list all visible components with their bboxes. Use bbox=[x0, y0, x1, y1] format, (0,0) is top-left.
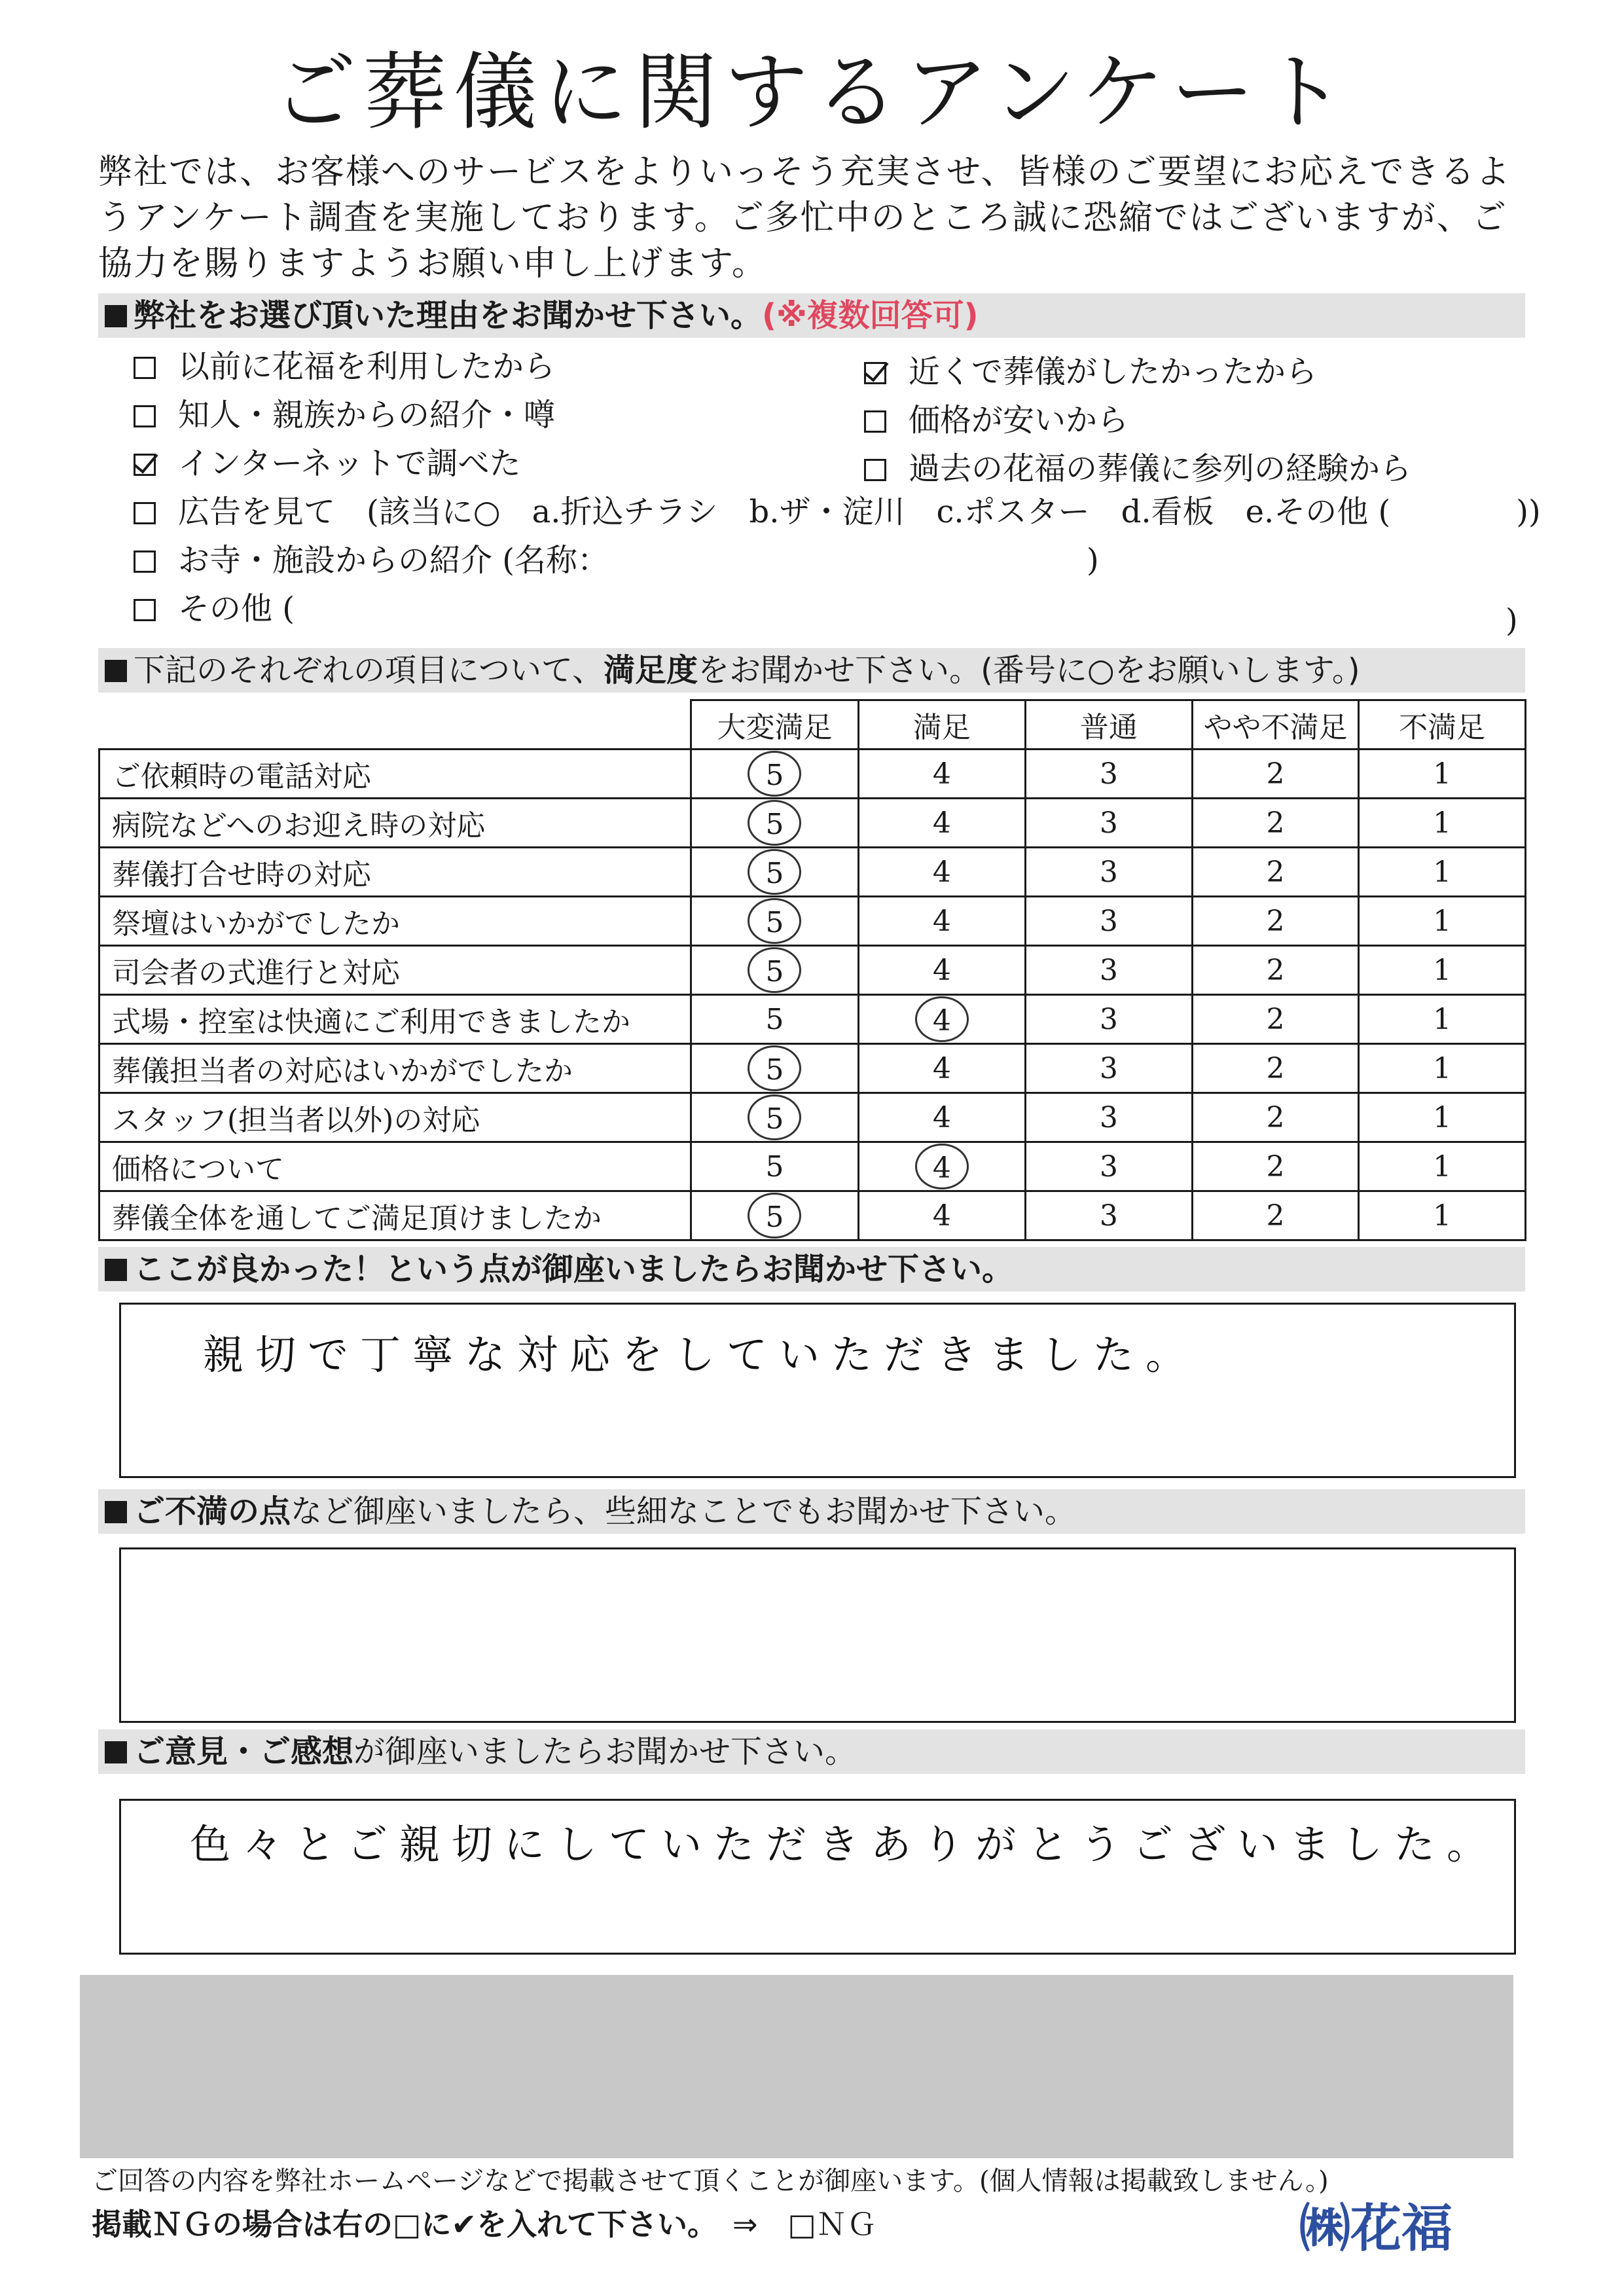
bullet-square-icon bbox=[105, 1259, 127, 1281]
table-row bbox=[99, 750, 1526, 799]
complaints-title-bold: ご不満の点 bbox=[134, 1493, 291, 1530]
rating-value: 5 bbox=[765, 1149, 784, 1184]
reason-option[interactable] bbox=[864, 352, 1317, 391]
reason-option[interactable] bbox=[864, 401, 1128, 440]
rating-cell[interactable] bbox=[858, 848, 1025, 897]
rating-value: 2 bbox=[1266, 1149, 1285, 1184]
rating-value: 3 bbox=[1099, 1199, 1118, 1233]
rating-value: 3 bbox=[1099, 904, 1118, 938]
rating-cell[interactable] bbox=[858, 946, 1025, 995]
rating-cell[interactable] bbox=[858, 799, 1025, 848]
rating-value: 4 bbox=[932, 1199, 951, 1233]
rating-value: 1 bbox=[1433, 757, 1452, 791]
reason-option[interactable] bbox=[864, 449, 1411, 488]
rating-value: 1 bbox=[1433, 855, 1452, 889]
rating-value-circled: 5 bbox=[748, 1193, 801, 1238]
column-header: 普通 bbox=[1026, 700, 1193, 750]
table-row bbox=[99, 1142, 1526, 1191]
reason-label: 近くで葬儀がしたかったから bbox=[909, 353, 1318, 390]
rating-value: 4 bbox=[932, 904, 951, 938]
reason-label: 以前に花福を利用したから bbox=[178, 348, 556, 385]
rating-cell[interactable] bbox=[1192, 1142, 1359, 1191]
rating-value-circled: 5 bbox=[748, 898, 801, 944]
satisfaction-table bbox=[98, 699, 1526, 1241]
rating-cell[interactable] bbox=[1192, 897, 1359, 946]
rating-value: 4 bbox=[932, 953, 951, 987]
rating-value-circled: 5 bbox=[748, 947, 801, 993]
table-row bbox=[99, 1191, 1526, 1240]
reason-label: 過去の花福の葬儀に参列の経験から bbox=[909, 450, 1412, 487]
rating-value: 3 bbox=[1099, 1149, 1118, 1184]
satisfaction-heading-a: 下記のそれぞれの項目について、 bbox=[134, 652, 604, 689]
rating-item-label: 祭壇はいかがでしたか bbox=[99, 897, 691, 946]
rating-cell[interactable] bbox=[1192, 1191, 1359, 1240]
rating-value: 2 bbox=[1266, 953, 1285, 987]
checkbox-checked[interactable] bbox=[134, 454, 156, 476]
rating-cell[interactable] bbox=[691, 946, 858, 995]
checkbox[interactable] bbox=[864, 410, 886, 433]
rating-cell[interactable] bbox=[1026, 1142, 1193, 1191]
rating-item-label: 葬儀打合せ時の対応 bbox=[99, 848, 691, 897]
rating-cell[interactable] bbox=[1026, 1191, 1193, 1240]
rating-cell[interactable] bbox=[1026, 750, 1193, 799]
rating-cell[interactable] bbox=[1026, 1093, 1193, 1142]
reason-option[interactable] bbox=[134, 589, 295, 628]
ng-instruction-text: 掲載ＮＧの場合は右の□に✔を入れて下さい。 bbox=[92, 2207, 703, 2242]
rating-value-circled: 4 bbox=[915, 996, 969, 1042]
rating-value-circled: 5 bbox=[748, 1045, 801, 1091]
rating-cell[interactable] bbox=[1359, 946, 1526, 995]
rating-item-label: ご依頼時の電話対応 bbox=[99, 750, 691, 799]
rating-value: 3 bbox=[1099, 855, 1118, 889]
rating-item-label: 葬儀担当者の対応はいかがでしたか bbox=[99, 1044, 691, 1093]
reason-label: その他 ( bbox=[178, 590, 295, 627]
reason-option[interactable] bbox=[134, 444, 521, 483]
rating-cell[interactable] bbox=[691, 848, 858, 897]
table-row bbox=[99, 1093, 1526, 1142]
section-reasons-title: 弊社をお選び頂いた理由をお聞かせ下さい。 bbox=[134, 297, 763, 334]
rating-cell[interactable] bbox=[1192, 995, 1359, 1044]
rating-value: 4 bbox=[932, 1051, 951, 1085]
rating-value-circled: 5 bbox=[748, 751, 801, 797]
close-paren: ) bbox=[1506, 602, 1518, 639]
reason-label: 知人・親族からの紹介・噂 bbox=[178, 397, 556, 433]
multiple-answers-note: (※複数回答可) bbox=[762, 297, 979, 334]
rating-value: 1 bbox=[1433, 904, 1452, 938]
rating-value: 4 bbox=[932, 806, 951, 840]
rating-cell[interactable] bbox=[1359, 1191, 1526, 1240]
rating-value: 2 bbox=[1266, 1199, 1285, 1233]
rating-cell[interactable] bbox=[691, 897, 858, 946]
rating-item-label: スタッフ(担当者以外)の対応 bbox=[99, 1093, 691, 1142]
rating-cell[interactable] bbox=[691, 1191, 858, 1240]
comments-title-rest: が御座いましたらお聞かせ下さい。 bbox=[353, 1733, 857, 1770]
reason-label: お寺・施設からの紹介 (名称： bbox=[178, 542, 609, 579]
rating-value: 4 bbox=[932, 1100, 951, 1134]
rating-cell[interactable] bbox=[1192, 848, 1359, 897]
satisfaction-heading-rest: をお聞かせ下さい。(番号に○をお願いします。) bbox=[698, 652, 1360, 689]
rating-value: 3 bbox=[1099, 1002, 1118, 1036]
rating-cell[interactable] bbox=[691, 799, 858, 848]
rating-value-circled: 5 bbox=[748, 800, 801, 846]
table-row bbox=[99, 995, 1526, 1044]
section-complaints-heading bbox=[98, 1489, 1525, 1534]
table-row bbox=[99, 946, 1526, 995]
rating-cell[interactable] bbox=[858, 1044, 1025, 1093]
rating-cell[interactable] bbox=[858, 750, 1025, 799]
rating-cell[interactable] bbox=[1359, 1044, 1526, 1093]
rating-value: 1 bbox=[1433, 1002, 1452, 1036]
rating-value: 1 bbox=[1433, 1149, 1452, 1184]
rating-cell[interactable] bbox=[858, 897, 1025, 946]
rating-value: 3 bbox=[1099, 1051, 1118, 1085]
rating-cell[interactable] bbox=[691, 750, 858, 799]
checkbox[interactable] bbox=[134, 357, 156, 379]
rating-value: 3 bbox=[1099, 953, 1118, 987]
rating-value-circled: 4 bbox=[915, 1144, 969, 1189]
comments-answer: 色々とご親切にしていただきありがとうございました。 bbox=[190, 1820, 1500, 1868]
rating-cell[interactable] bbox=[858, 1191, 1025, 1240]
rating-value: 2 bbox=[1266, 904, 1285, 938]
bullet-square-icon bbox=[105, 305, 127, 327]
bullet-square-icon bbox=[105, 1501, 127, 1523]
table-row bbox=[99, 1044, 1526, 1093]
rating-cell[interactable] bbox=[1359, 995, 1526, 1044]
good-points-title: ここが良かった！という点が御座いましたらお聞かせ下さい。 bbox=[134, 1251, 1014, 1288]
rating-value: 4 bbox=[932, 757, 951, 791]
reason-option[interactable] bbox=[134, 492, 1541, 532]
rating-value: 2 bbox=[1266, 806, 1285, 840]
rating-value-circled: 5 bbox=[748, 1094, 801, 1140]
rating-value: 3 bbox=[1099, 806, 1118, 840]
rating-cell[interactable] bbox=[691, 995, 858, 1044]
rating-cell[interactable] bbox=[1359, 799, 1526, 848]
reason-label: インターネットで調べた bbox=[178, 445, 521, 482]
rating-value: 1 bbox=[1433, 806, 1452, 840]
rating-value: 2 bbox=[1266, 1002, 1285, 1036]
rating-item-label: 価格について bbox=[99, 1142, 691, 1191]
rating-value: 1 bbox=[1433, 1100, 1452, 1134]
checkbox[interactable] bbox=[864, 459, 886, 481]
section-reasons-heading bbox=[98, 293, 1525, 338]
publication-ng-instruction bbox=[92, 2201, 876, 2244]
rating-cell[interactable] bbox=[691, 1142, 858, 1191]
satisfaction-heading-b: 満足度 bbox=[604, 652, 698, 689]
rating-cell[interactable] bbox=[1359, 750, 1526, 799]
rating-item-label: 葬儀全体を通してご満足頂けましたか bbox=[99, 1191, 691, 1240]
checkbox[interactable] bbox=[134, 551, 156, 573]
rating-cell[interactable] bbox=[1192, 946, 1359, 995]
rating-value: 5 bbox=[765, 1002, 784, 1036]
rating-value: 2 bbox=[1266, 757, 1285, 791]
form-title: ご葬儀に関するアンケート bbox=[272, 44, 1352, 141]
checkbox-checked[interactable] bbox=[864, 362, 886, 384]
rating-cell[interactable] bbox=[1359, 1142, 1526, 1191]
reason-option[interactable] bbox=[134, 541, 609, 580]
rating-cell[interactable] bbox=[1026, 848, 1193, 897]
table-row bbox=[99, 897, 1526, 946]
table-header-row bbox=[99, 700, 1526, 750]
checkbox[interactable] bbox=[134, 502, 156, 524]
section-good-points-heading bbox=[98, 1247, 1525, 1292]
rating-cell[interactable] bbox=[691, 1093, 858, 1142]
rating-cell[interactable] bbox=[858, 995, 1025, 1044]
table-row bbox=[99, 799, 1526, 848]
rating-value: 1 bbox=[1433, 1051, 1452, 1085]
ng-checkbox-label[interactable]: ⇒ □ＮＧ bbox=[732, 2207, 877, 2242]
rating-cell[interactable] bbox=[1026, 995, 1193, 1044]
rating-cell[interactable] bbox=[1359, 897, 1526, 946]
bullet-square-icon bbox=[105, 660, 127, 682]
column-header: 満足 bbox=[858, 700, 1025, 750]
rating-cell[interactable] bbox=[1359, 1093, 1526, 1142]
comments-title-bold: ご意見・ご感想 bbox=[134, 1733, 354, 1770]
bullet-square-icon bbox=[105, 1741, 127, 1763]
rating-value: 2 bbox=[1266, 855, 1285, 889]
rating-value: 2 bbox=[1266, 1100, 1285, 1134]
rating-value-circled: 5 bbox=[748, 849, 801, 895]
reason-label: 広告を見て (該当に○ a.折込チラシ b.ザ・淀川 c.ポスター d.看板 e.その他 ( )) bbox=[178, 494, 1541, 530]
publication-note: ご回答の内容を弊社ホームページなどで掲載させて頂くことが御座います。(個人情報は掲載致しません。) bbox=[92, 2166, 1329, 2196]
rating-value: 1 bbox=[1433, 1199, 1452, 1233]
column-header: 不満足 bbox=[1359, 700, 1526, 750]
rating-item-label: 病院などへのお迎え時の対応 bbox=[99, 799, 691, 848]
reason-option[interactable] bbox=[134, 395, 555, 435]
rating-cell[interactable] bbox=[691, 1044, 858, 1093]
table-row bbox=[99, 848, 1526, 897]
rating-value: 4 bbox=[932, 855, 951, 889]
rating-value: 3 bbox=[1099, 1100, 1118, 1134]
rating-cell[interactable] bbox=[1192, 750, 1359, 799]
complaints-title-rest: など御座いましたら、些細なことでもお聞かせ下さい。 bbox=[291, 1493, 1077, 1530]
section-satisfaction-heading bbox=[98, 648, 1525, 693]
checkbox[interactable] bbox=[134, 405, 156, 427]
reason-label: 価格が安いから bbox=[909, 402, 1129, 439]
checkbox[interactable] bbox=[134, 599, 156, 621]
satisfaction-table-body bbox=[99, 750, 1526, 1240]
close-paren: ) bbox=[1087, 542, 1099, 579]
section-comments-heading bbox=[98, 1729, 1525, 1774]
intro-text: 弊社では、お客様へのサービスをよりいっそう充実させ、皆様のご要望にお応えできるようアンケート調査を実施しております。ご多忙中のところ誠に恐縮ではございますが、ご協力を賜りますようお願い申し上げます。 bbox=[98, 153, 1511, 283]
rating-value: 1 bbox=[1433, 953, 1452, 987]
table-header-blank bbox=[99, 700, 691, 750]
good-points-answer: 親切で丁寧な対応をしていただきました。 bbox=[203, 1331, 1199, 1379]
rating-item-label: 司会者の式進行と対応 bbox=[99, 946, 691, 995]
complaints-answer-box[interactable] bbox=[119, 1547, 1516, 1723]
rating-cell[interactable] bbox=[1192, 1044, 1359, 1093]
rating-cell[interactable] bbox=[1359, 848, 1526, 897]
rating-cell[interactable] bbox=[1192, 799, 1359, 848]
rating-cell[interactable] bbox=[1026, 897, 1193, 946]
column-header: 大変満足 bbox=[691, 700, 858, 750]
rating-value: 3 bbox=[1099, 757, 1118, 791]
rating-value: 2 bbox=[1266, 1051, 1285, 1085]
column-header: やや不満足 bbox=[1192, 700, 1359, 750]
rating-cell[interactable] bbox=[1026, 799, 1193, 848]
company-logo: ㈱花福 bbox=[1299, 2199, 1453, 2258]
rating-item-label: 式場・控室は快適にご利用できましたか bbox=[99, 995, 691, 1044]
redacted-area bbox=[80, 1975, 1513, 2158]
rating-cell[interactable] bbox=[858, 1142, 1025, 1191]
rating-cell[interactable] bbox=[1026, 946, 1193, 995]
rating-cell[interactable] bbox=[1192, 1093, 1359, 1142]
rating-cell[interactable] bbox=[1026, 1044, 1193, 1093]
rating-cell[interactable] bbox=[858, 1093, 1025, 1142]
reason-option[interactable] bbox=[134, 347, 555, 386]
